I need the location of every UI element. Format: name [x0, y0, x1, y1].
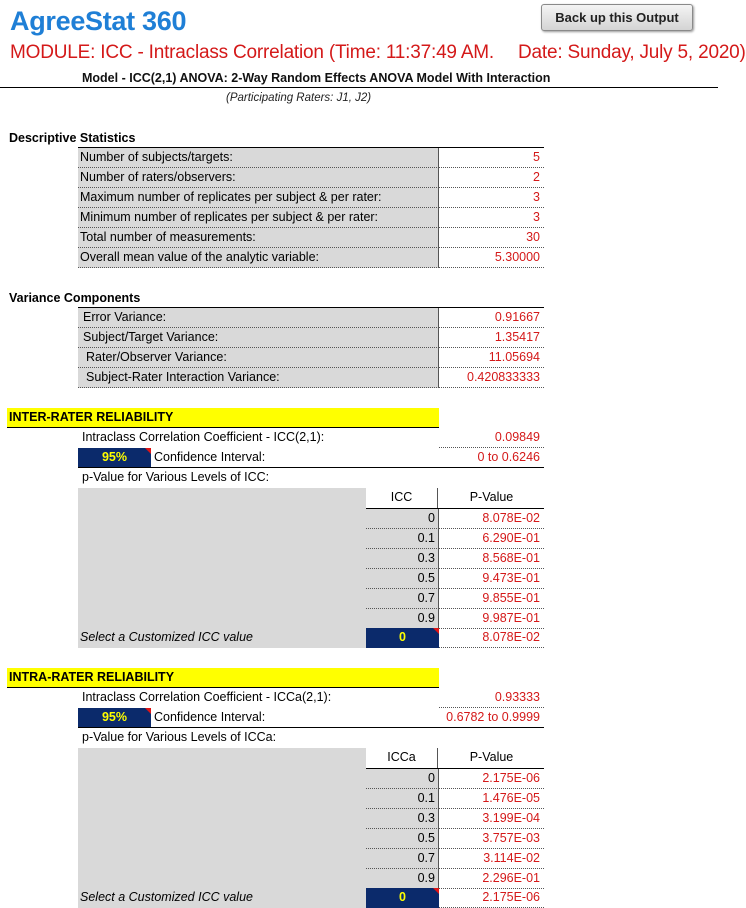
inter-gray-block [78, 488, 366, 628]
inter-ci-level-input[interactable]: 95% [78, 448, 151, 467]
icc-level: 0.9 [366, 869, 439, 889]
table-row [366, 609, 544, 629]
table-row [78, 368, 544, 388]
row-label: Minimum number of replicates per subject & per rater: [78, 208, 439, 228]
table-row [78, 208, 544, 228]
row-label: Rater/Observer Variance: [78, 348, 439, 368]
p-value: 1.476E-05 [439, 789, 544, 809]
row-value: 2 [439, 168, 544, 188]
table-row [78, 188, 544, 208]
icc-level: 0.9 [366, 609, 439, 629]
table-row [366, 589, 544, 609]
table-row [78, 228, 544, 248]
icc-level: 0.5 [366, 829, 439, 849]
table-row [366, 529, 544, 549]
row-value: 11.05694 [439, 348, 544, 368]
p-value: 2.175E-06 [439, 769, 544, 789]
row-value: 0.420833333 [439, 368, 544, 388]
p-value: 6.290E-01 [439, 529, 544, 549]
inter-custom-icc-label: Select a Customized ICC value [78, 628, 366, 648]
inter-col-pvalue: P-Value [469, 490, 514, 504]
table-row [366, 569, 544, 589]
table-row [366, 869, 544, 889]
backup-output-button[interactable]: Back up this Output [541, 4, 693, 31]
inter-ci-value: 0 to 0.6246 [439, 448, 544, 468]
row-label: Subject/Target Variance: [78, 328, 439, 348]
participating-raters: (Participating Raters: J1, J2) [226, 92, 372, 104]
inter-pvalue-table [366, 508, 544, 629]
icc-level: 0.5 [366, 569, 439, 589]
row-value: 3 [439, 208, 544, 228]
intra-custom-icc-label: Select a Customized ICC value [78, 888, 366, 908]
intra-icc-label: Intraclass Correlation Coefficient - ICCa(2,1): [82, 690, 332, 704]
inter-pvalue-title: p-Value for Various Levels of ICC: [82, 470, 270, 484]
p-value: 9.855E-01 [439, 589, 544, 609]
model-description: Model - ICC(2,1) ANOVA: 2-Way Random Effects ANOVA Model With Interaction [82, 71, 551, 85]
table-row [366, 549, 544, 569]
icc-level: 0 [366, 769, 439, 789]
intra-ci-level-input[interactable]: 95% [78, 708, 151, 727]
descriptive-statistics-heading: Descriptive Statistics [9, 131, 136, 145]
intra-col-icc: ICCa [366, 748, 438, 768]
intra-rater-heading: INTRA-RATER RELIABILITY [7, 668, 439, 688]
row-label: Total number of measurements: [78, 228, 439, 248]
app-title: AgreeStat 360 [10, 6, 187, 36]
p-value: 3.114E-02 [439, 849, 544, 869]
module-time: MODULE: ICC - Intraclass Correlation (Time: 11:37:49 AM. [10, 42, 495, 63]
intra-gray-block [78, 748, 366, 888]
table-row [366, 829, 544, 849]
intra-ci-label: Confidence Interval: [154, 710, 266, 724]
table-row [366, 508, 544, 529]
intra-pvalue-table [366, 768, 544, 889]
icc-level: 0.7 [366, 589, 439, 609]
p-value: 9.473E-01 [439, 569, 544, 589]
p-value: 8.568E-01 [439, 549, 544, 569]
table-row [366, 789, 544, 809]
p-value: 8.078E-02 [439, 509, 544, 529]
inter-rater-heading: INTER-RATER RELIABILITY [7, 408, 439, 428]
icc-level: 0.3 [366, 549, 439, 569]
title-divider [0, 87, 718, 88]
variance-components-heading: Variance Components [9, 291, 141, 305]
row-label: Subject-Rater Interaction Variance: [78, 368, 439, 388]
table-row [78, 328, 544, 348]
icc-level: 0.1 [366, 789, 439, 809]
row-value: 1.35417 [439, 328, 544, 348]
p-value: 3.757E-03 [439, 829, 544, 849]
row-label: Maximum number of replicates per subject & per rater: [78, 188, 439, 208]
inter-col-icc: ICC [366, 488, 438, 508]
intra-custom-pvalue: 2.175E-06 [439, 888, 544, 908]
row-value: 5.30000 [439, 248, 544, 268]
row-label: Overall mean value of the analytic variable: [78, 248, 439, 268]
inter-custom-icc-input[interactable]: 0 [366, 628, 439, 648]
table-row [366, 849, 544, 869]
table-row [78, 348, 544, 368]
p-value: 9.987E-01 [439, 609, 544, 629]
module-date: Date: Sunday, July 5, 2020) [518, 42, 746, 63]
inter-ci-label: Confidence Interval: [154, 450, 266, 464]
row-label: Number of raters/observers: [78, 168, 439, 188]
table-row [366, 768, 544, 789]
icc-level: 0 [366, 509, 439, 529]
table-row [366, 809, 544, 829]
inter-icc-value: 0.09849 [439, 428, 544, 448]
p-value: 2.296E-01 [439, 869, 544, 889]
divider [78, 727, 544, 728]
icc-level: 0.7 [366, 849, 439, 869]
inter-custom-pvalue: 8.078E-02 [439, 628, 544, 648]
inter-icc-label: Intraclass Correlation Coefficient - ICC(2,1): [82, 430, 325, 444]
row-value: 0.91667 [439, 308, 544, 328]
divider [78, 467, 544, 468]
icc-level: 0.1 [366, 529, 439, 549]
table-row [78, 168, 544, 188]
descriptive-statistics-table [78, 147, 544, 268]
module-line [10, 42, 746, 64]
p-value: 3.199E-04 [439, 809, 544, 829]
row-value: 30 [439, 228, 544, 248]
icc-level: 0.3 [366, 809, 439, 829]
table-row [78, 307, 544, 328]
intra-pvalue-title: p-Value for Various Levels of ICCa: [82, 730, 277, 744]
row-label: Error Variance: [78, 308, 439, 328]
intra-ci-value: 0.6782 to 0.9999 [439, 708, 544, 728]
row-value: 5 [439, 148, 544, 168]
intra-col-pvalue: P-Value [469, 750, 514, 764]
table-row [78, 147, 544, 168]
variance-components-table [78, 307, 544, 388]
row-label: Number of subjects/targets: [78, 148, 439, 168]
table-row [78, 248, 544, 268]
row-value: 3 [439, 188, 544, 208]
intra-icc-value: 0.93333 [439, 688, 544, 708]
intra-custom-icc-input[interactable]: 0 [366, 888, 439, 908]
